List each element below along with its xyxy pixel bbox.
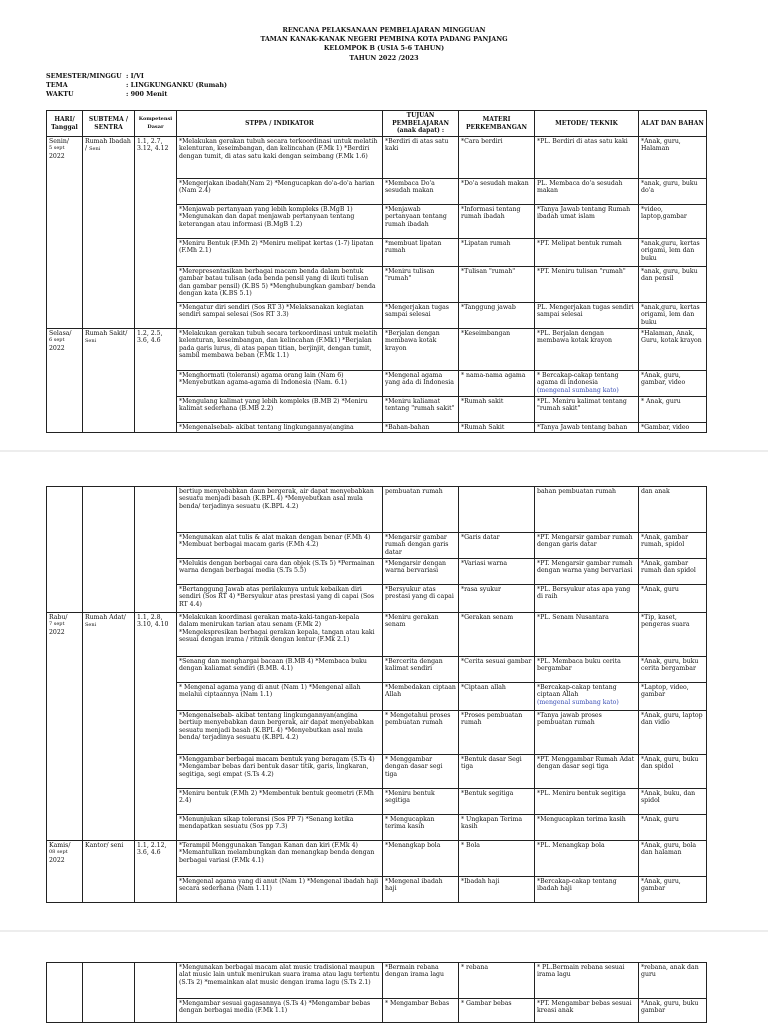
meta-value: : LINGKUNGANKU (Rumah)	[126, 81, 228, 90]
metode-cell: *Tanya Jawab tentang bahan	[535, 423, 639, 433]
alat-cell: *anak, guru, buku do'a	[639, 179, 707, 205]
metode-cell: *PT. Meniru tulisan "rumah"	[535, 267, 639, 303]
metode-cell: * PL.Bermain rebana sesuai irama lagu	[535, 963, 639, 999]
metode-cell: *PL. Menangkap bola	[535, 841, 639, 877]
tujuan-cell: *Menjawab pertanyaan tentang rumah ibadah	[383, 205, 459, 239]
header-group: KELOMPOK B (USIA 5-6 TAHUN)	[323, 44, 445, 53]
stppa-cell: *Meniru Bentuk (F.Mh 2) *Meniru melipat kertas (1-7) lipatan (F.Mh 2.1)	[177, 239, 383, 267]
tujuan-cell: *Bahan-bahan	[383, 423, 459, 433]
header-title: RENCANA PELAKSANAAN PEMBELAJARAN MINGGUAN	[282, 26, 486, 34]
stppa-cell: *Mengunakan alat tulis & alat makan dengan benar (F.Mh 4) *Membuat berbagai macam garis (F.Mh 4.2)	[177, 533, 383, 559]
metode-cell: *PT. Menggambar Rumah Adat dengan dasar segi tiga	[535, 755, 639, 789]
alat-cell: * Anak, guru	[639, 397, 707, 423]
tujuan-cell: *Membaca Do'a sesudah makan	[383, 179, 459, 205]
alat-cell: *anak, guru, buku dan pensil	[639, 267, 707, 303]
materi-cell: *Keseimbangan	[459, 329, 535, 371]
kd-cell: 1.1, 2.12, 3.6, 4.6	[135, 841, 177, 903]
materi-cell: *Cara berdiri	[459, 137, 535, 179]
tujuan-cell: * Mengucapkan terima kasih	[383, 815, 459, 841]
stppa-cell: *Mengatur diri sendiri (Sos RT 3) *Melaksanakan kegiatan sendiri sampai selesai (Sos RT 3.3)	[177, 303, 383, 329]
tujuan-cell: *Meniru kaliamat tentang "rumah sakit"	[383, 397, 459, 423]
alat-cell: *Anak, guru, buku gambar	[639, 999, 707, 1023]
tujuan-cell: *Mengarsir gambar rumah dengan garis datar	[383, 533, 459, 559]
metode-cell: *PL. Senam Nusantara	[535, 613, 639, 657]
alat-cell: *Anak, guru, buku dan spidol	[639, 755, 707, 789]
stppa-cell: *Senang dan menghargai bacaan (B.MB 4) *Membaca buku dengan kaliamat sendiri (B.MB. 4.1)	[177, 657, 383, 683]
subtema-cell: Rumah Ibadah / Seni	[83, 137, 135, 329]
materi-cell: * nama-nama agama	[459, 371, 535, 397]
alat-cell: *Anak, gambar rumah dan spidol	[639, 559, 707, 585]
alat-cell: *Anak, guru	[639, 585, 707, 613]
materi-cell: *Lipatan rumah	[459, 239, 535, 267]
stppa-cell: *Melukis dengan berbagai cara dan objek (S.Ts 5) *Permainan warna dengan berbagai media (S.Ts 5.5)	[177, 559, 383, 585]
table-row	[47, 137, 707, 179]
stppa-cell: *Merepresentasikan berbagai macam benda dalam bentuk gambar batau tulisan (ada benda pensil yang di ikuti tulisan dan gambar pensil) (K.BS 5) *Menghubungkan gambar/ benda dengan kata (K.BS 5.1)	[177, 267, 383, 303]
metode-note: (mengenal sumbang kato)	[537, 698, 619, 706]
tujuan-cell: *Bersyukur atas prestasi yang di capai	[383, 585, 459, 613]
tujuan-cell: *Menangkap bola	[383, 841, 459, 877]
alat-cell: *Halaman, Anak, Guru, kotak krayon	[639, 329, 707, 371]
alat-cell: *rebana, anak dan guru	[639, 963, 707, 999]
stppa-cell: *Melakukan gerakan tubuh secara terkoordinasi untuk melatih kelenturan, keseimbangan, dan kelincahan (F.Mk1) *Berjalan pada garis lurus, di atas papan titian, berjinjit, dengan tumit, sambil membawa beban (F.Mk 1.1)	[177, 329, 383, 371]
stppa-cell: *Meniru bentuk (F.Mh 2) *Membentuk bentuk geometri (F.Mh 2.4)	[177, 789, 383, 815]
page-1	[0, 0, 768, 450]
page-3	[0, 932, 768, 1024]
stppa-cell: bertiup menyebabkan daun bergerak, air dapat menyebabkan sesuatu menjadi basah (K.BPL 4) *Menyebutkan asal mula benda/ terjadinya sesuatu (K.BPL 4.2)	[177, 487, 383, 533]
col-stppa: STPPA / INDIKATOR	[177, 111, 383, 137]
table-row	[47, 329, 707, 371]
table-header-row	[47, 111, 707, 137]
metode-cell: *PT. Melipat bentuk rumah	[535, 239, 639, 267]
tujuan-cell: * Menggambar dengan dasar segi tiga	[383, 755, 459, 789]
stppa-cell: *Melakukan gerakan tubuh secara terkoordinasi untuk melatih kelenturan, keseimbangan, dan kelincahan (F.Mk 1) *Berdiri dengan tumit, di atas satu kaki dengan seimbang (F.Mk 1.6)	[177, 137, 383, 179]
stppa-cell: *Menggambar berbagai macam bentuk yang beragam (S.Ts 4) *Mengambar bebas dari bentuk dasar titik, garis, lingkaran, segitiga, segi empat (S.Ts 4.2)	[177, 755, 383, 789]
tujuan-cell: * Mengambar Bebas	[383, 999, 459, 1023]
stppa-cell: *Melakukan koordinasi gerakan mata-kaki-tangan-kepala dalam menirukan tarian atau senam (F.Mk 2) *Mengekspresikan berbagai gerakan kepala, tangan atau kaki sesuai dengan irama / ritmik dengan lentur (F.Mk 2.1)	[177, 613, 383, 657]
metode-cell: *PL. Meniru bentuk segitiga	[535, 789, 639, 815]
materi-cell	[459, 487, 535, 533]
subtema-cell	[83, 963, 135, 1023]
alat-cell: *Anak, guru, Halaman	[639, 137, 707, 179]
materi-cell: *Variasi warna	[459, 559, 535, 585]
header-year: TAHUN 2022 /2023	[349, 53, 419, 62]
stppa-cell: *Mengunakan berbagai macam alat music tradisional maupun alat music lain untuk menirukan suara irama atau lagu tertentu (S.Ts 2) *memainkan alat music dengan irama lagu (S.Ts 2.1)	[177, 963, 383, 999]
tujuan-cell: *Bercerita dengan kalimat sendiri	[383, 657, 459, 683]
table-row	[47, 841, 707, 877]
stppa-cell: *Mengenalsebab- akibat tentang lingkungannyan(angina bertiup menyebabkan daun bergerak, air dapat menyebabkan sesuatu menjadi basah (K.BPL 4) *Menyebutkan asal mula benda/ terjadinya sesuatu (K.BPL 4.2)	[177, 711, 383, 755]
metode-cell: *PL. Berdiri di atas satu kaki	[535, 137, 639, 179]
document-meta	[46, 72, 227, 100]
metode-cell: *PT. Mengambar bebas sesuai kreasi anak	[535, 999, 639, 1023]
metode-cell: *PT. Mengarsir gambar rumah dengan garis datar	[535, 533, 639, 559]
day-cell: Kamis/ 08 sept 2022	[47, 841, 83, 903]
day-cell: Senin/ 5 sept 2022	[47, 137, 83, 329]
metode-cell: *PT. Mengarsir gambar rumah dengan warna yang bervariasi	[535, 559, 639, 585]
tujuan-cell: *membuat lipatan rumah	[383, 239, 459, 267]
materi-cell: *Rumah Sakit	[459, 423, 535, 433]
metode-cell: PL. Mengerjakan tugas sendiri sampai selesai	[535, 303, 639, 329]
tujuan-cell: *Meniru bentuk segitiga	[383, 789, 459, 815]
col-kd: Kompetensi Dasar	[135, 111, 177, 137]
alat-cell: *Gambar, video	[639, 423, 707, 433]
tujuan-cell: *Berjalan dengan membawa kotak krayon	[383, 329, 459, 371]
stppa-cell: *Mengulang kalimat yang lebih kompleks (B.MB 2) *Meniru kalimat sederhana (B.MB 2.2)	[177, 397, 383, 423]
header-school: TAMAN KANAK-KANAK NEGERI PEMBINA KOTA PADANG PANJANG	[260, 35, 508, 44]
alat-cell: *Anak, guru, laptop dan vidio	[639, 711, 707, 755]
materi-cell: *rasa syukur	[459, 585, 535, 613]
stppa-cell: *Menghormati (toleransi) agama orang lain (Nam 6) *Menyebutkan agama-agama di Indonesia (Nam. 6.1)	[177, 371, 383, 397]
alat-cell: *Anak, guru, buku cerita bergambar	[639, 657, 707, 683]
metode-cell: * Bercakap-cakap tentang agama di indonesia (mengenal sumbang kato)	[535, 371, 639, 397]
materi-cell: *Proses pembuatan rumah	[459, 711, 535, 755]
rppm-table-page-1	[46, 110, 707, 433]
tujuan-cell: *Meniru tulisan "rumah"	[383, 267, 459, 303]
col-subtema: SUBTEMA / SENTRA	[83, 111, 135, 137]
alat-cell: *Anak, guru, gambar, video	[639, 371, 707, 397]
col-materi: MATERI PERKEMBANGAN	[459, 111, 535, 137]
tujuan-cell: *Mengenal ibadah haji	[383, 877, 459, 903]
col-alat: ALAT DAN BAHAN	[639, 111, 707, 137]
materi-cell: *Bentuk dasar Segi tiga	[459, 755, 535, 789]
tujuan-cell: *Mengenal agama yang ada di Indonesia	[383, 371, 459, 397]
alat-cell: *Anak, guru, bola dan halaman	[639, 841, 707, 877]
materi-cell: * Bola	[459, 841, 535, 877]
alat-cell: *Anak, guru, gambar	[639, 877, 707, 903]
stppa-cell: * Mengenal agama yang di anut (Nam 1) *Mengenal allah melalui ciptaannya (Nam 1.1)	[177, 683, 383, 711]
day-cell	[47, 487, 83, 613]
tujuan-cell: *Meniru gerakan senam	[383, 613, 459, 657]
materi-cell: *Bentuk segitiga	[459, 789, 535, 815]
metode-cell: PL. Membaca do'a sesudah makan	[535, 179, 639, 205]
materi-cell: *Ciptaan allah	[459, 683, 535, 711]
materi-cell: *Gerakan senam	[459, 613, 535, 657]
materi-cell: *Cerita sesuai gambar	[459, 657, 535, 683]
document-header	[0, 26, 768, 63]
materi-cell: *Ibadah haji	[459, 877, 535, 903]
stppa-cell: *Bertanggung Jawab atas perilakunya untuk kebaikan diri sendiri (Sos RT 4) *Bersyukur atas prestasi yang di capai (Sos RT 4.4)	[177, 585, 383, 613]
rppm-table-page-2	[46, 486, 707, 903]
metode-cell: *PL. Berjalan dengan membawa kotak krayon	[535, 329, 639, 371]
stppa-cell: *Menjawab pertanyaan yang lebih kompleks (B.MgB 1) *Mengunakan dan dapat menjawab pertanyaan tentang keterangan atau informasi (B.MgB 1.2)	[177, 205, 383, 239]
materi-cell: *Rumah sakit	[459, 397, 535, 423]
meta-key: TEMA	[46, 81, 68, 90]
materi-cell: *Garis datar	[459, 533, 535, 559]
metode-cell: *Bercakap-cakap tentang ibadah haji	[535, 877, 639, 903]
metode-cell: *PL. Bersyukur atas apa yang di raih	[535, 585, 639, 613]
kd-cell: 1.1, 2.8, 3.10, 4.10	[135, 613, 177, 841]
alat-cell: *Anak, guru	[639, 815, 707, 841]
subtema-cell: Rumah Adat/ Seni	[83, 613, 135, 841]
col-hari: HARI/ Tanggal	[47, 111, 83, 137]
materi-cell: *Do'a sesudah makan	[459, 179, 535, 205]
stppa-cell: *Terampil Menggunakan Tangan Kanan dan kiri (F.Mk 4) *Memantulkan melambungkan dan menangkap benda dengan berbagai variasi (F.Mk 4.1)	[177, 841, 383, 877]
subtema-cell: Rumah Sakit/ Seni	[83, 329, 135, 433]
subtema-cell	[83, 487, 135, 613]
metode-cell: bahan pembuatan rumah	[535, 487, 639, 533]
metode-cell: *PL. Meniru kalimat tentang "rumah sakit"	[535, 397, 639, 423]
meta-key: SEMESTER/MINGGU	[46, 72, 122, 80]
metode-cell: *PL. Membaca buku cerita bergambar	[535, 657, 639, 683]
kd-cell	[135, 963, 177, 1023]
alat-cell: *Anak, buku, dan spidol	[639, 789, 707, 815]
day-cell: Rabu/ 7 sept 2022	[47, 613, 83, 841]
materi-cell: *Informasi tentang rumah ibadah	[459, 205, 535, 239]
tujuan-cell: * Mengetahui proses pembuatan rumah	[383, 711, 459, 755]
materi-cell: * Ungkapan Terima kasih	[459, 815, 535, 841]
table-row	[47, 963, 707, 999]
tujuan-cell: *Berdiri di atas satu kaki	[383, 137, 459, 179]
alat-cell: *Laptop, video, gambar	[639, 683, 707, 711]
table-row	[47, 613, 707, 657]
alat-cell: *anak,guru, kertas origami, lem dan buku	[639, 303, 707, 329]
materi-cell: *Tulisan "rumah"	[459, 267, 535, 303]
metode-note: (mengenal sumbang kato)	[537, 386, 619, 394]
kd-cell	[135, 487, 177, 613]
tujuan-cell: *Mengerjakan tugas sampai selesai	[383, 303, 459, 329]
day-cell: Selasa/ 6 sept 2022	[47, 329, 83, 433]
metode-cell: *Bercakap-cakap tentang ciptaan Allah (mengenal sumbang kato)	[535, 683, 639, 711]
alat-cell: dan anak	[639, 487, 707, 533]
meta-value: : 900 Menit	[126, 90, 168, 99]
day-cell	[47, 963, 83, 1023]
stppa-cell: *Menunjukan sikap toleransi (Sos PP 7) *Senang ketika mendapatkan sesuatu (Sos pp 7.3)	[177, 815, 383, 841]
tujuan-cell: pembuatan rumah	[383, 487, 459, 533]
stppa-cell: *Mengenal agama yang di anut (Nam 1) *Mengenal ibadah haji secara sederhana (Nam 1.11)	[177, 877, 383, 903]
kd-cell: 1.1, 2.7, 3.12, 4.12	[135, 137, 177, 329]
page-2	[0, 452, 768, 930]
materi-cell: * Gambar bebas	[459, 999, 535, 1023]
metode-cell: *Mengucapkan terima kasih	[535, 815, 639, 841]
alat-cell: *anak,guru, kertas origami, lem dan buku	[639, 239, 707, 267]
stppa-cell: *Mengerjakan ibadah(Nam 2) *Mengucapkan do'a-do'a harian (Nam 2.4)	[177, 179, 383, 205]
metode-cell: *Tanya jawab proses pembuatan rumah	[535, 711, 639, 755]
stppa-cell: *Mengenalsebab- akibat tentang lingkungannya(angina	[177, 423, 383, 433]
rppm-table-page-3	[46, 962, 707, 1023]
alat-cell: *video, laptop,gambar	[639, 205, 707, 239]
metode-cell: *Tanya Jawab tentang Rumah ibadah umat islam	[535, 205, 639, 239]
kd-cell: 1.2, 2.5, 3.6, 4.6	[135, 329, 177, 433]
meta-key: WAKTU	[46, 90, 74, 99]
subtema-cell: Kantor/ seni	[83, 841, 135, 903]
tujuan-cell: *Mengarsir dengan warna bervariasi	[383, 559, 459, 585]
alat-cell: *Anak, gambar rumah, spidol	[639, 533, 707, 559]
table-row	[47, 487, 707, 533]
tujuan-cell: *Membedakan ciptaan Allah	[383, 683, 459, 711]
meta-value: : I/VI	[126, 72, 144, 80]
tujuan-cell: *Bermain rebana dengan irama lagu	[383, 963, 459, 999]
stppa-cell: *Mengambar sesuai gagasannya (S.Ts 4) *Mengambar bebas dengan berbagai media (F.Mk 1.1)	[177, 999, 383, 1023]
col-metode: METODE/ TEKNIK	[535, 111, 639, 137]
alat-cell: *Tip, kaset, pengeras suara	[639, 613, 707, 657]
materi-cell: * rebana	[459, 963, 535, 999]
col-tujuan: TUJUAN PEMBELAJARAN (anak dapat) :	[383, 111, 459, 137]
materi-cell: *Tanggung jawab	[459, 303, 535, 329]
